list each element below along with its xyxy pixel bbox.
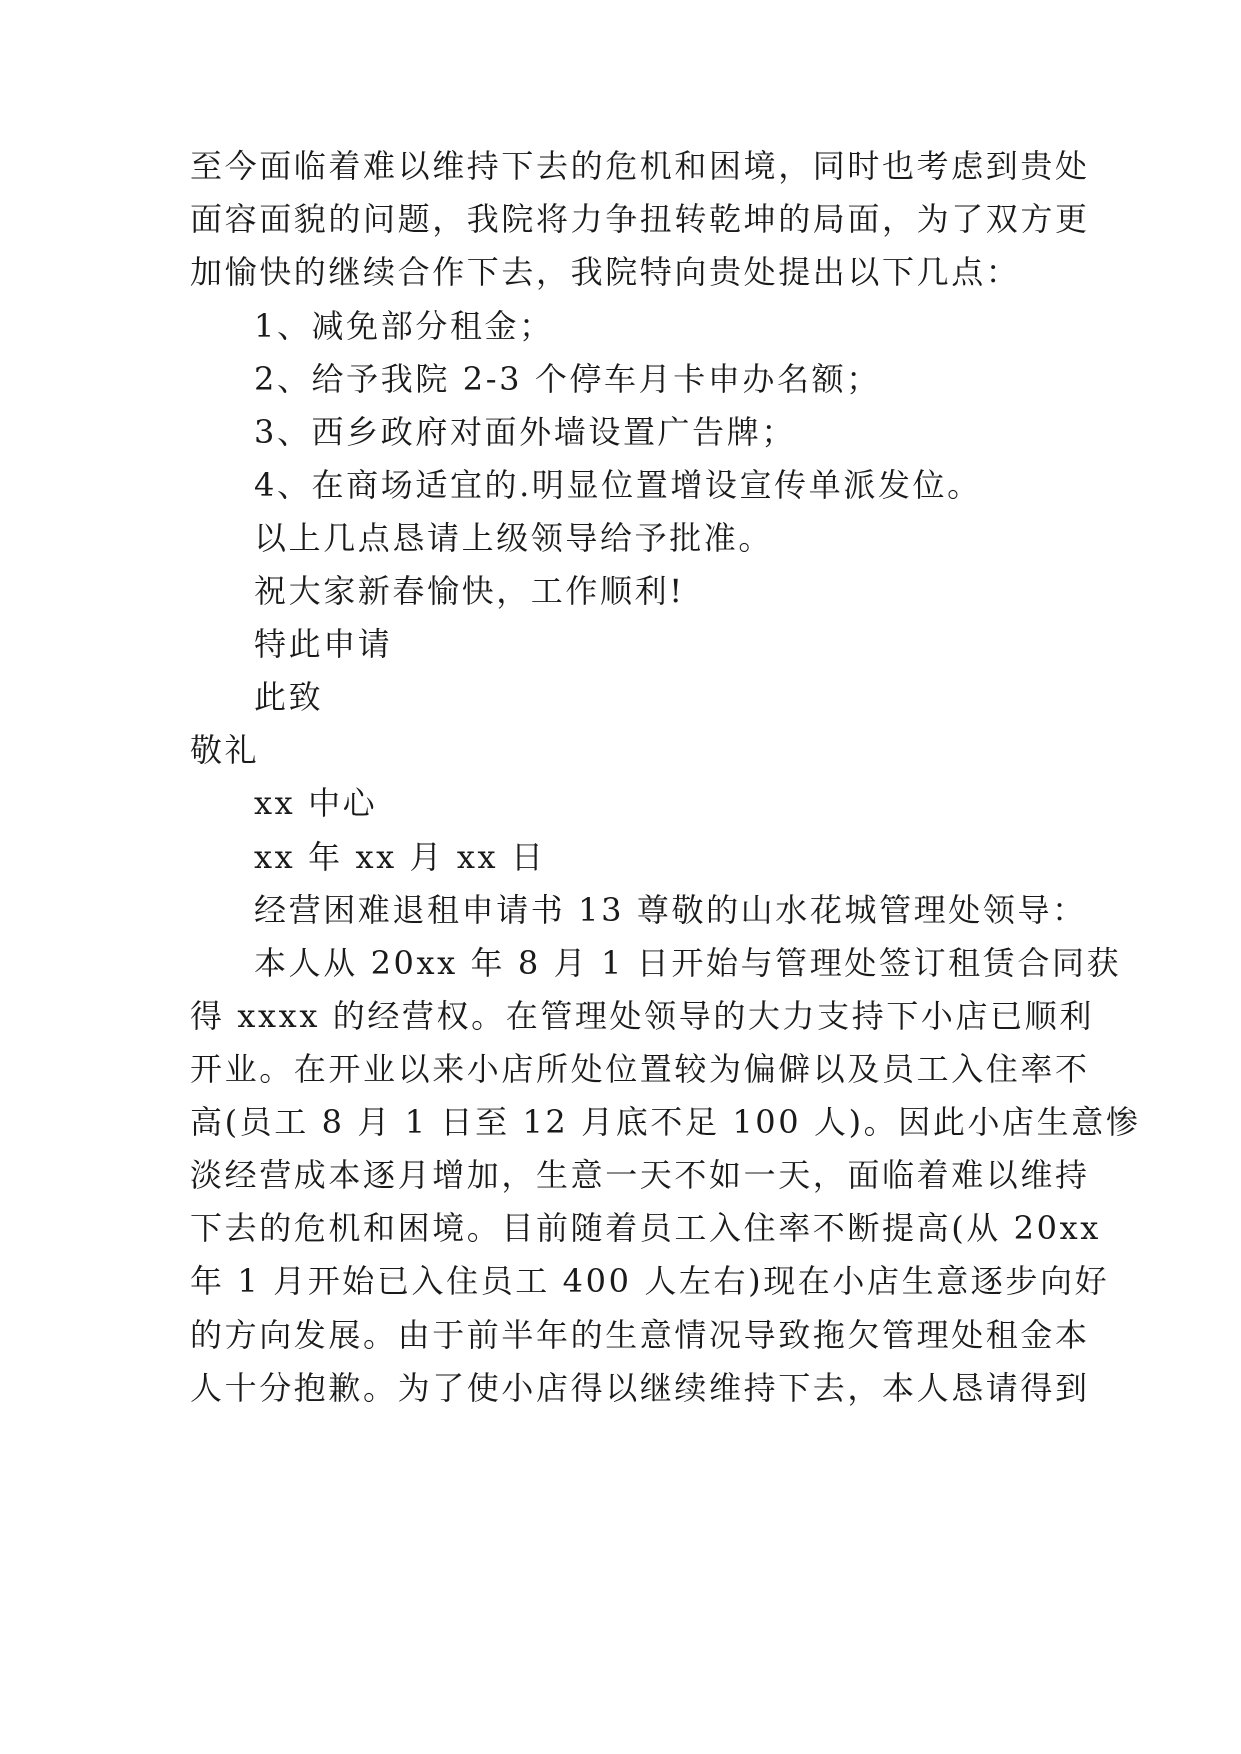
line-text: xx 中心: [254, 784, 378, 822]
line-text: 加愉快的继续合作下去，我院特向贵处提出以下几点：: [190, 253, 1021, 291]
paragraph-line: [254, 945, 1134, 981]
paragraph-line: [190, 200, 1090, 238]
paragraph-line: [190, 1209, 1101, 1247]
salutation-line: [190, 732, 1070, 768]
salutation-line: [254, 679, 1134, 715]
paragraph-line: [190, 1156, 1090, 1194]
line-text: 高(员工 8 月 1 日至 12 月底不足 100 人)。因此小店生意惨: [190, 1103, 1141, 1141]
list-item-text: 3、西乡政府对面外墙设置广告牌；: [254, 413, 796, 451]
line-text: 以上几点恳请上级领导给予批准。: [254, 519, 774, 557]
list-item-text: 4、在商场适宜的.明显位置增设宣传单派发位。: [254, 466, 982, 504]
paragraph-line: [254, 520, 1134, 556]
line-text: 人十分抱歉。为了使小店得以继续维持下去，本人恳请得到: [190, 1369, 1090, 1407]
list-item: [254, 361, 1134, 397]
paragraph-line: [190, 1050, 1090, 1088]
line-text: 此致: [254, 678, 324, 716]
list-item: [254, 308, 1134, 344]
line-text: xx 年 xx 月 xx 日: [254, 838, 546, 876]
list-item-text: 1、减免部分租金；: [254, 307, 554, 345]
paragraph-line: [190, 1103, 1141, 1141]
paragraph-line: [190, 997, 1094, 1035]
list-item: [254, 467, 1134, 503]
signature-line: [254, 785, 1134, 821]
line-text: 淡经营成本逐月增加，生意一天不如一天，面临着难以维持: [190, 1156, 1090, 1194]
list-item: [254, 414, 1134, 450]
closing-line: [254, 626, 1134, 662]
line-text: 敬礼: [190, 731, 260, 769]
paragraph-line: [190, 1262, 1110, 1300]
line-text: 开业。在开业以来小店所处位置较为偏僻以及员工入住率不: [190, 1050, 1090, 1088]
line-text: 祝大家新春愉快，工作顺利!: [254, 572, 685, 610]
line-text: 得 xxxx 的经营权。在管理处领导的大力支持下小店已顺利: [190, 997, 1094, 1035]
line-text: 面容面貌的问题，我院将力争扭转乾坤的局面，为了双方更: [190, 200, 1090, 238]
section-heading: [254, 892, 1134, 928]
line-text: 的方向发展。由于前半年的生意情况导致拖欠管理处租金本: [190, 1316, 1090, 1354]
greeting-line: [254, 573, 1134, 609]
line-text: 至今面临着难以维持下去的危机和困境，同时也考虑到贵处: [190, 147, 1090, 185]
line-text: 本人从 20xx 年 8 月 1 日开始与管理处签订租赁合同获: [254, 944, 1122, 982]
paragraph-line: [190, 1369, 1090, 1407]
paragraph-line: [190, 1316, 1090, 1354]
line-text: 经营困难退租申请书 13 尊敬的山水花城管理处领导：: [254, 891, 1087, 929]
list-item-text: 2、给予我院 2-3 个停车月卡申办名额；: [254, 360, 881, 398]
line-text: 特此申请: [254, 625, 393, 663]
paragraph-line: [190, 147, 1090, 185]
date-line: [254, 839, 1134, 875]
line-text: 年 1 月开始已入住员工 400 人左右)现在小店生意逐步向好: [190, 1262, 1110, 1300]
paragraph-line: [190, 254, 1070, 290]
line-text: 下去的危机和困境。目前随着员工入住率不断提高(从 20xx: [190, 1209, 1101, 1247]
